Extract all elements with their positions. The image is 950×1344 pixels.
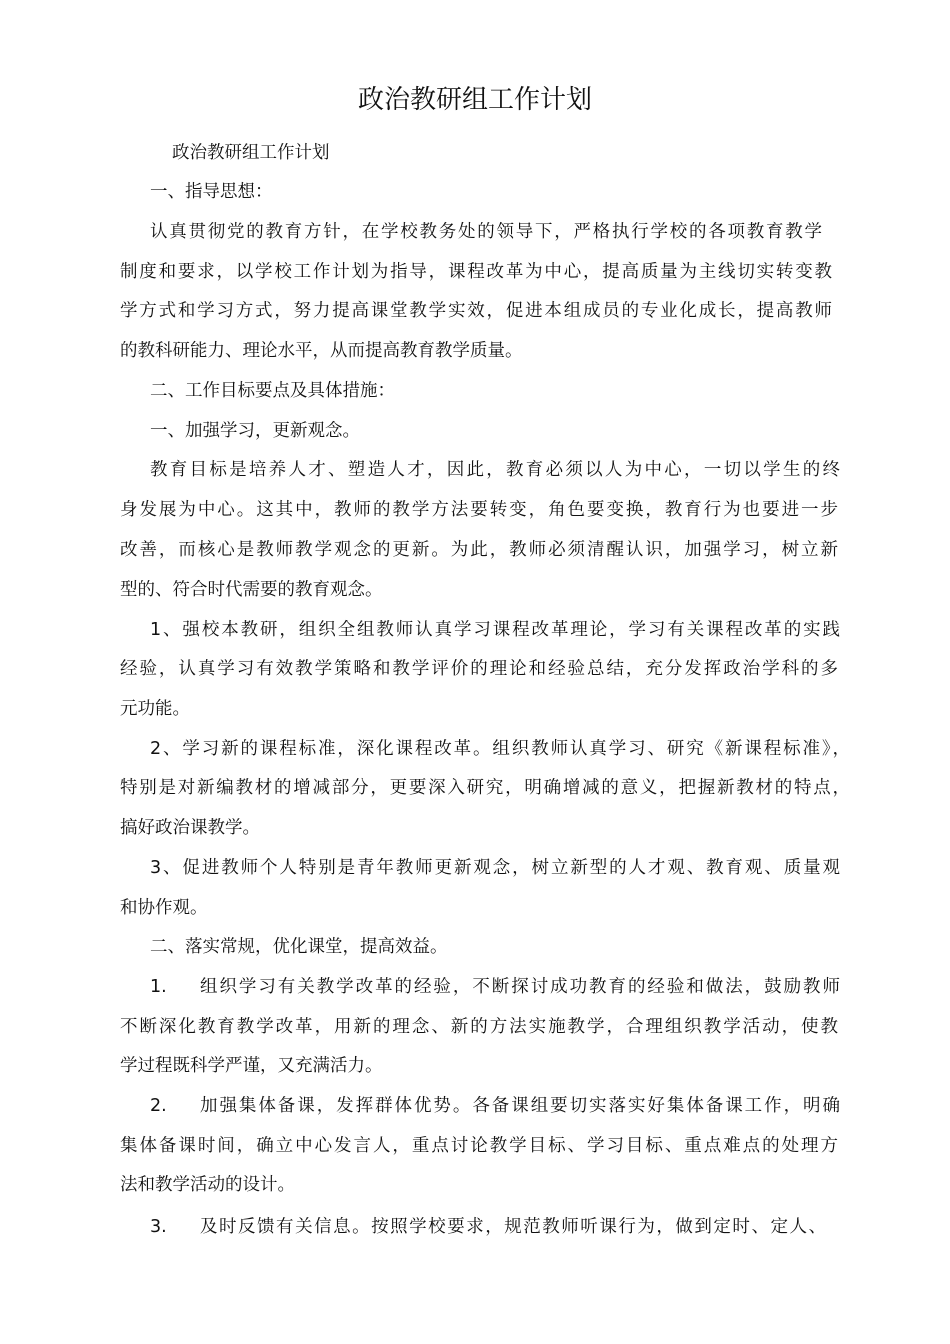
list-item-line: 加强集体备课，发挥群体优势。各备课组要切实落实好集体备课工作，明确 [200, 1096, 840, 1116]
list-item-line: 集体备课时间，确立中心发言人，重点讨论教学目标、学习目标、重点难点的处理方 [120, 1136, 838, 1156]
list-item-line: 元功能。 [120, 699, 190, 719]
paragraph-line: 型的、符合时代需要的教育观念。 [120, 580, 383, 600]
paragraph-line: 学方式和学习方式，努力提高课堂教学实效，促进本组成员的专业化成长，提高教师 [120, 301, 832, 321]
subsection-heading-routine: 二、落实常规，优化课堂，提高效益。 [150, 937, 448, 957]
list-number: 2. [150, 1096, 167, 1116]
section-heading-goals: 二、工作目标要点及具体措施： [150, 381, 395, 401]
list-item-line: 学过程既科学严谨，又充满活力。 [120, 1056, 383, 1076]
list-number: 3. [150, 1217, 167, 1237]
list-item-line: 及时反馈有关信息。按照学校要求，规范教师听课行为，做到定时、定人、 [200, 1217, 826, 1237]
paragraph-line: 身发展为中心。这其中，教师的教学方法要转变，角色要变换，教育行为也要进一步 [120, 500, 838, 520]
list-item-line: 2、学习新的课程标准，深化课程改革。组织教师认真学习、研究《新课程标准》， [150, 739, 850, 759]
paragraph-line: 认真贯彻党的教育方针，在学校教务处的领导下，严格执行学校的各项教育教学 [150, 222, 822, 242]
list-item-line: 搞好政治课教学。 [120, 818, 260, 838]
list-item-line: 不断深化教育教学改革，用新的理念、新的方法实施教学，合理组织教学活动，使教 [120, 1017, 838, 1037]
list-item-line: 组织学习有关教学改革的经验，不断探讨成功教育的经验和做法，鼓励教师 [200, 977, 840, 997]
subsection-heading-study: 一、加强学习，更新观念。 [150, 421, 360, 441]
paragraph-line: 教育目标是培养人才、塑造人才，因此，教育必须以人为中心，一切以学生的终 [150, 460, 840, 480]
paragraph-line: 改善，而核心是教师教学观念的更新。为此，教师必须清醒认识，加强学习，树立新 [120, 540, 838, 560]
section-heading-guiding-thought: 一、指导思想： [150, 182, 273, 202]
document-subtitle: 政治教研组工作计划 [172, 143, 330, 163]
list-item-line: 法和教学活动的设计。 [120, 1175, 295, 1195]
paragraph-line: 制度和要求，以学校工作计划为指导，课程改革为中心，提高质量为主线切实转变教 [120, 262, 832, 282]
list-number: 1. [150, 977, 167, 997]
list-item-line: 1、强校本教研，组织全组教师认真学习课程改革理论，学习有关课程改革的实践 [150, 620, 840, 640]
list-item-line: 和协作观。 [120, 898, 208, 918]
document-title: 政治教研组工作计划 [357, 85, 592, 115]
list-item-line: 3、促进教师个人特别是青年教师更新观念，树立新型的人才观、教育观、质量观 [150, 858, 840, 878]
paragraph-line: 的教科研能力、理论水平，从而提高教育教学质量。 [120, 341, 523, 361]
list-item-line: 经验，认真学习有效教学策略和教学评价的理论和经验总结，充分发挥政治学科的多 [120, 659, 838, 679]
list-item-line: 特别是对新编教材的增减部分，更要深入研究，明确增减的意义，把握新教材的特点， [120, 778, 850, 798]
